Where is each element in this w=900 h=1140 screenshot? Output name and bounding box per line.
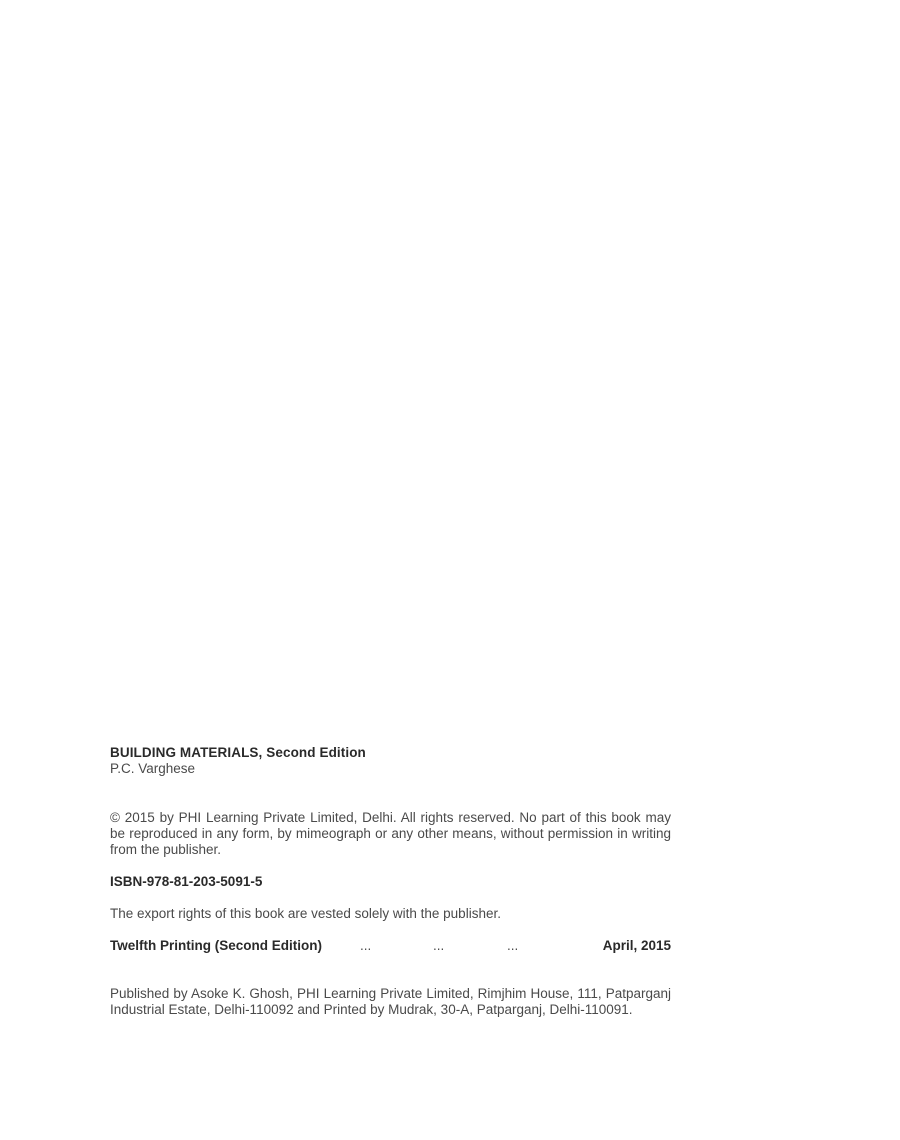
printing-separator: ...: [433, 938, 445, 953]
isbn: ISBN-978-81-203-5091-5: [110, 874, 263, 889]
book-author: P.C. Varghese: [110, 761, 196, 776]
book-edition: Second Edition: [266, 745, 366, 760]
imprint-block: [110, 745, 671, 1018]
printing-separator: ...: [360, 938, 372, 953]
printing-date: April, 2015: [602, 938, 671, 953]
printing-edition: Twelfth Printing (Second Edition): [110, 938, 322, 953]
printing-line: [110, 938, 671, 954]
export-notice: The export rights of this book are vested solely with the publisher.: [110, 906, 501, 921]
copyright-notice: © 2015 by PHI Learning Private Limited, Delhi. All rights reserved. No part of this book may be reproduced in any form, by mimeograph or any other means, without permission in writing from the publisher.: [110, 810, 671, 857]
publisher-info: Published by Asoke K. Ghosh, PHI Learning Private Limited, Rimjhim House, 111, Patparganj Industrial Estate, Delhi-110092 and Printed by Mudrak, 30-A, Patparganj, Delhi-110091.: [110, 986, 671, 1017]
book-title-line: [110, 745, 671, 761]
printing-separator: ...: [507, 938, 519, 953]
book-title: BUILDING MATERIALS,: [110, 745, 263, 760]
